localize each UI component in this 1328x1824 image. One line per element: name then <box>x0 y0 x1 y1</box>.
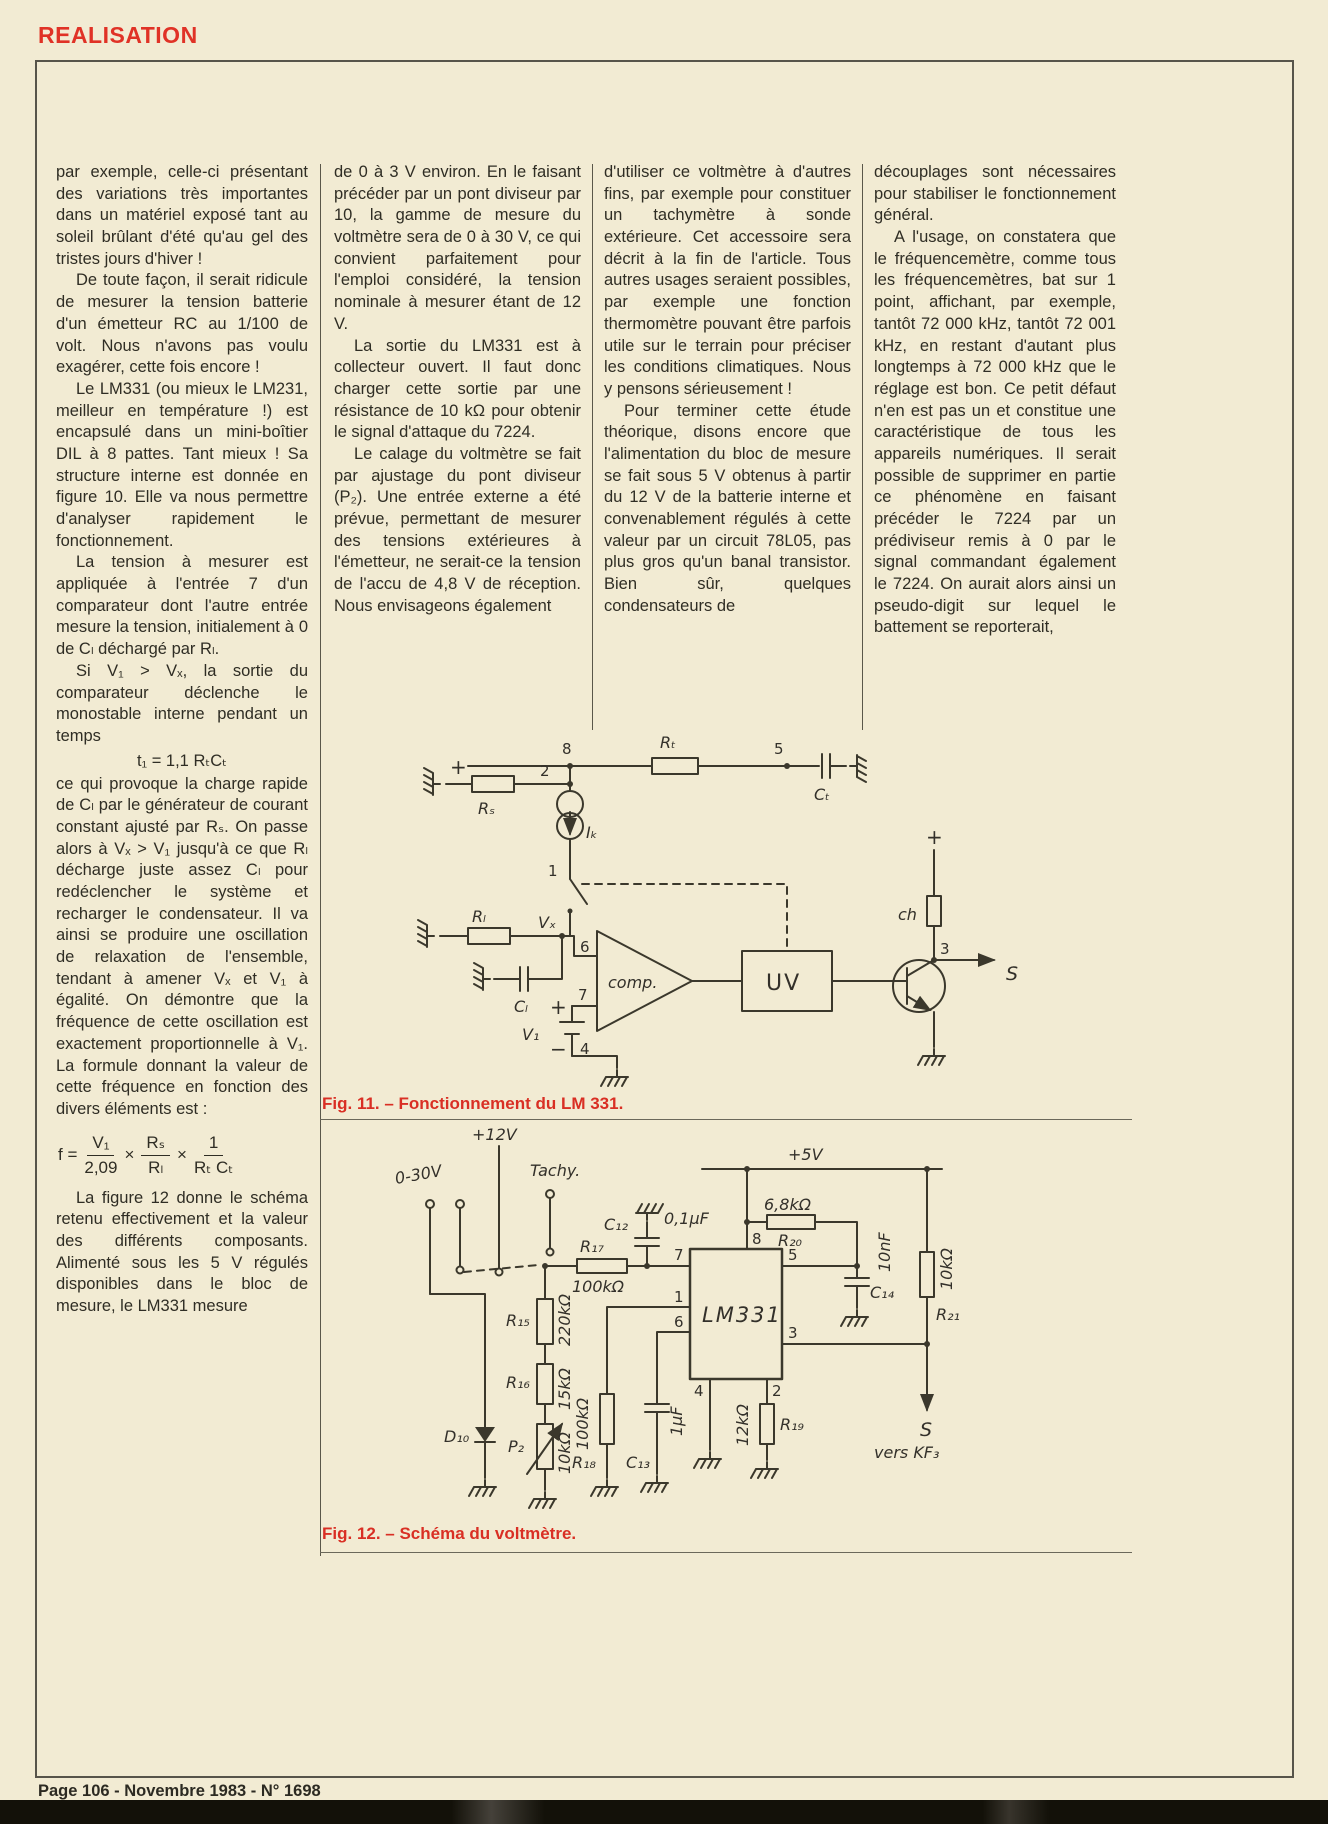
ground-symbol <box>591 1480 618 1496</box>
resistor-r21 <box>920 1252 934 1297</box>
label-p2: P₂ <box>508 1437 525 1456</box>
formula-fraction: $\frac{\text{Rₛ}}{\text{Rₗ}}$ <box>141 1133 170 1178</box>
fig11-schematic <box>418 734 1018 1086</box>
times-sign: × <box>177 1145 187 1165</box>
paragraph: Pour terminer cette étude théorique, disons encore que l'alimentation du bloc de mesure se fait sous 5 V obtenus à partir du 12 V de la batterie interne et convenablement régulés à cette valeur par un circuit 78L05, pas plus gros qu'un banal transistor. Bien sûr, quelques condensateurs de <box>604 401 851 615</box>
resistor-r15 <box>537 1299 553 1344</box>
resistor-r16 <box>537 1364 553 1404</box>
paragraph: La tension à mesurer est appliquée à l'entrée 7 d'un comparateur dont l'autre entrée mesure la tension, initialement à 0 de Cₗ déchargé par Rₗ. <box>56 553 308 659</box>
paragraph: De toute façon, il serait ridicule de mesurer la tension batterie d'un émetteur RC au 1/100 de volt. Nous n'avons pas voulu exagérer, cette fois encore ! <box>56 271 308 377</box>
text-column-3 <box>604 162 851 617</box>
paragraph: Le calage du voltmètre se fait par ajustage du pont diviseur (P₂). Une entrée externe a été prévue, permettant de mesurer des tensions extérieures à l'émetteur, ne serait-ce la tension de l'accu de 4,8 V de réception. Nous envisageons également <box>334 444 581 615</box>
pin-label-8: 8 <box>752 1230 762 1248</box>
label-r20-value: 6,8kΩ <box>764 1195 811 1214</box>
pin-label-6: 6 <box>674 1313 684 1331</box>
label-rs: Rₛ <box>478 799 496 818</box>
label-rt: Rₜ <box>660 734 676 752</box>
resistor-rl <box>468 928 510 944</box>
figure-divider <box>320 1119 1132 1120</box>
figure-11-caption: Fig. 11. – Fonctionnement du LM 331. <box>322 1094 624 1113</box>
label-r21: R₂₁ <box>936 1305 960 1324</box>
label-r20: R₂₀ <box>778 1231 802 1250</box>
text-column-4 <box>874 162 1116 639</box>
paragraph: de 0 à 3 V environ. En le faisant précéder par un pont diviseur par 10, la gamme de mesure du voltmètre sera de 0 à 30 V, ce qui convient parfaitement pour l'emploi considéré, la tension nominale à mesurer étant de 12 V. <box>334 163 581 333</box>
pin-label-3: 3 <box>940 940 950 958</box>
pin-label-6: 6 <box>580 938 590 956</box>
resistor-ch <box>927 896 941 926</box>
plus-symbol: + <box>450 755 467 779</box>
ground-symbol <box>529 1492 556 1508</box>
column-divider <box>320 164 321 1556</box>
page-footer: Page 106 - Novembre 1983 - N° 1698 <box>38 1782 321 1800</box>
resistor-r20 <box>767 1215 815 1229</box>
label-0-30v: 0-30V <box>393 1161 444 1188</box>
paragraph: Si V₁ > Vₓ, la sortie du comparateur déclenche le monostable interne pendant un temps <box>56 661 308 745</box>
label-tachy: Tachy. <box>530 1161 581 1180</box>
paragraph: La figure 12 donne le schéma retenu effectivement et la valeur des différents composants. Alimenté sous les 5 V régulés disponibles dans le bloc de mesure, le LM331 mesure <box>56 1188 308 1315</box>
label-uv: UV <box>766 971 802 996</box>
label-cl: Cₗ <box>514 997 528 1016</box>
fig11-svg <box>322 734 1122 1099</box>
label-v1: V₁ <box>522 1025 540 1044</box>
paragraph: ce qui provoque la charge rapide de Cₗ par le générateur de courant constant ajusté par Rₛ. On passe alors à Vₓ > V₁ jusqu'à ce que Rₗ décharge juste assez Cₗ pour redéclencher le système et recharger le condensateur. Il va ainsi se produire une oscillation de relaxation de l'ensemble, tendant à amener Vₓ et V₁ à égalité. On démontre que la fréquence de cette oscillation est exactement proportionnelle à V₁. La formule donnant la valeur de cette fréquence en fonction des divers éléments est : <box>56 774 308 1118</box>
label-r17-value: 100kΩ <box>572 1277 625 1296</box>
column-divider <box>862 164 863 730</box>
label-c14: C₁₄ <box>870 1283 894 1302</box>
label-ct: Cₜ <box>814 785 830 804</box>
pin-label-2: 2 <box>772 1382 782 1400</box>
input-terminal <box>426 1200 434 1208</box>
potentiometer-p2 <box>537 1424 553 1469</box>
capacitor-cl <box>520 967 528 991</box>
formula-fraction: $\frac{1}{\text{Rₜ Cₜ}}$ <box>193 1132 234 1177</box>
pin-label-5: 5 <box>774 740 784 758</box>
paragraph: La sortie du LM331 est à collecteur ouvert. Il faut donc charger cette sortie par une résistance de 10 kΩ pour obtenir le signal d'attaque du 7224. <box>334 336 581 442</box>
text-column-1 <box>56 162 308 1318</box>
pin-label-4: 4 <box>694 1382 704 1400</box>
minus-symbol: − <box>550 1037 567 1061</box>
formula-lhs: f = <box>58 1145 78 1165</box>
label-c13-value: 1µF <box>667 1406 686 1436</box>
label-c12-value: 0,1µF <box>664 1209 709 1228</box>
switch-contact <box>547 1249 554 1256</box>
pin-label-3: 3 <box>788 1324 798 1342</box>
label-s-output: S <box>1006 963 1019 985</box>
label-r15: R₁₅ <box>506 1311 530 1330</box>
pin-label-7: 7 <box>578 986 588 1004</box>
diode-d10 <box>475 1427 495 1442</box>
label-s-output: S <box>920 1419 933 1441</box>
equation-t1: t₁ = 1,1 RₜCₜ <box>136 751 228 770</box>
ground-symbol <box>694 1452 721 1468</box>
fig12-svg <box>322 1122 1122 1522</box>
label-r17: R₁₇ <box>580 1237 604 1256</box>
label-r19: R₁₉ <box>780 1415 804 1434</box>
label-12v: +12V <box>472 1125 517 1144</box>
label-r21-value: 10kΩ <box>937 1248 956 1290</box>
paragraph: Le LM331 (ou mieux le LM231, meilleur en température !) est encapsulé dans un mini-boîtier DIL à 8 pattes. Tant mieux ! Sa structure interne est donnée en figure 10. Elle va nous permettre d'analyser rapidement le fonctionnement. <box>56 379 308 550</box>
label-5v: +5V <box>788 1145 823 1164</box>
text-column-2 <box>334 162 581 617</box>
column-divider <box>592 164 593 730</box>
resistor-r18 <box>600 1394 614 1444</box>
label-p2-value: 10kΩ <box>555 1432 574 1474</box>
times-sign: × <box>124 1145 135 1165</box>
ground-symbol <box>751 1462 778 1478</box>
paragraph: A l'usage, on constatera que le fréquencemètre, comme tous les fréquencemètres, bat sur 1 point, affichant, par exemple, tantôt 72 000 kHz, tantôt 72 001 kHz, en restant d'autant plus longtemps à 72 000 kHz que le réglage est bon. Ce petit défaut n'en est pas un et constitue une caractéristique de tous les appareils numériques. Il serait possible de supprimer en partie ce phénomène en faisant précéder le 7224 par un prédiviseur remis à 0 par le signal commandant également le 7224. On aurait alors ainsi un pseudo-digit sur lequel le battement se reporterait, <box>874 228 1116 637</box>
label-rl: Rₗ <box>472 907 486 926</box>
ground-symbol <box>474 963 490 990</box>
pin-label-1: 1 <box>548 862 558 880</box>
plus-symbol: + <box>550 995 567 1019</box>
label-c13: C₁₃ <box>626 1453 650 1472</box>
resistor-r19 <box>760 1404 774 1444</box>
pin-label-5: 5 <box>788 1246 798 1264</box>
ground-symbol <box>918 1049 945 1065</box>
frequency-formula <box>58 1133 308 1178</box>
fig12-schematic <box>393 1125 960 1508</box>
resistor-rt <box>652 758 698 774</box>
pin-label-7: 7 <box>674 1246 684 1264</box>
switch <box>570 879 587 904</box>
ground-symbol <box>469 1480 496 1496</box>
plus-symbol: + <box>926 825 943 849</box>
paragraph: découplages sont nécessaires pour stabiliser le fonctionnement général. <box>874 163 1116 225</box>
formula-fraction: $\frac{\text{V₁}}{2,09}$ <box>84 1132 118 1177</box>
resistor-r17 <box>577 1259 627 1273</box>
pin-label-8: 8 <box>562 740 572 758</box>
label-r18-value: 100kΩ <box>573 1397 592 1450</box>
label-comp: comp. <box>608 973 658 992</box>
ground-symbol <box>841 1310 868 1326</box>
ground-symbol <box>850 755 866 782</box>
label-ch: ch <box>898 905 917 924</box>
label-d10: D₁₀ <box>444 1427 470 1446</box>
ground-symbol <box>418 920 434 947</box>
ground-symbol <box>424 768 440 795</box>
ground-symbol <box>636 1204 663 1220</box>
capacitor-c14 <box>845 1266 869 1308</box>
label-r19-value: 12kΩ <box>733 1404 752 1446</box>
pin-label-4: 4 <box>580 1040 590 1058</box>
switch-contact <box>457 1267 464 1274</box>
pin-label-2: 2 <box>540 762 550 780</box>
ground-symbol <box>601 1070 628 1086</box>
label-c12: C₁₂ <box>604 1215 628 1234</box>
label-r16: R₁₆ <box>506 1373 530 1392</box>
page-title: REALISATION <box>38 22 198 48</box>
label-lm331: LM331 <box>702 1303 782 1327</box>
input-terminal <box>456 1200 464 1208</box>
label-c14-value: 10nF <box>875 1232 894 1272</box>
ground-symbol <box>641 1476 668 1492</box>
label-vx: Vₓ <box>538 913 557 932</box>
pin-label-1: 1 <box>674 1288 684 1306</box>
paragraph: d'utiliser ce voltmètre à d'autres fins, par exemple pour constituer un tachymètre à sonde extérieure. Cet accessoire sera décrit à la fin de l'article. Tous autres usages seraient possibles, par exemple une fonction thermomètre pouvant être parfois utile sur le terrain pour préciser les conditions climatiques. Nous y pensons sérieusement ! <box>604 163 851 398</box>
label-ik: Iₖ <box>586 823 598 842</box>
capacitor-c12 <box>635 1222 659 1266</box>
label-r15-value: 220kΩ <box>555 1293 574 1346</box>
label-r18: R₁₈ <box>572 1453 596 1472</box>
scan-edge-strip <box>0 1800 1328 1824</box>
label-vers-kf3: vers KF₃ <box>874 1443 940 1462</box>
figure-12-caption: Fig. 12. – Schéma du voltmètre. <box>322 1524 577 1543</box>
resistor-rs <box>472 776 514 792</box>
figure-11 <box>322 734 1122 1099</box>
figure-divider <box>320 1552 1132 1553</box>
figure-12 <box>322 1122 1122 1522</box>
capacitor-ct <box>822 754 830 778</box>
input-terminal <box>546 1190 554 1198</box>
label-r16-value: 15kΩ <box>555 1368 574 1410</box>
paragraph: par exemple, celle-ci présentant des variations très importantes dans un matériel exposé tant au soleil brûlant d'été qu'au gel des tristes jours d'hiver ! <box>56 163 308 268</box>
